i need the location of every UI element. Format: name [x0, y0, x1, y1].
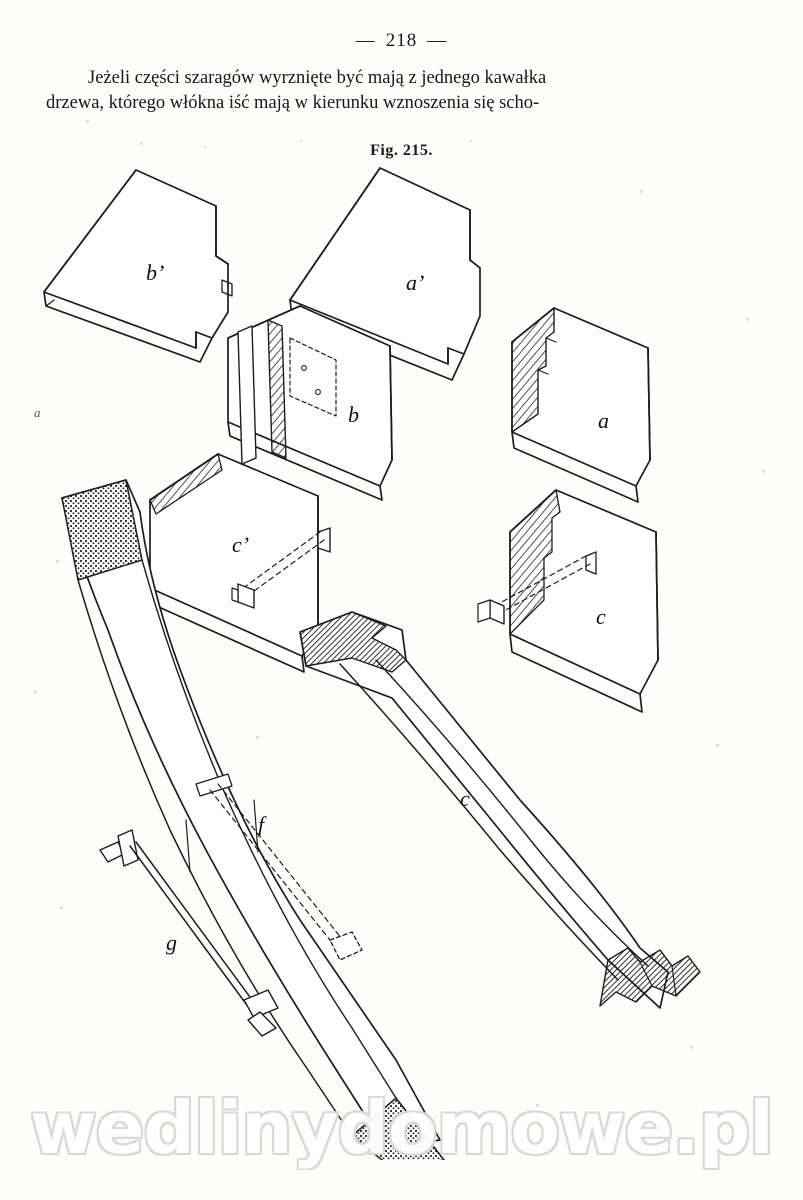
- svg-text:a: a: [598, 408, 609, 433]
- paper-speck: [204, 146, 206, 148]
- svg-text:b’: b’: [146, 260, 165, 285]
- figure-part-b-prime: [44, 170, 232, 362]
- body-paragraph: [46, 66, 758, 115]
- figure-part-a: [512, 308, 650, 502]
- paper-speck: [256, 736, 259, 739]
- page-number-dash-right: —: [427, 30, 448, 51]
- paper-speck: [300, 140, 302, 142]
- svg-text:b: b: [348, 402, 359, 427]
- figure-caption: Fig. 215.: [370, 142, 433, 159]
- svg-text:c: c: [596, 604, 606, 629]
- stray-ink-mark: a: [34, 405, 41, 420]
- page-number-value: 218: [385, 30, 418, 51]
- svg-text:a’: a’: [406, 270, 425, 295]
- paper-speck: [690, 1046, 693, 1049]
- page-number: [0, 30, 803, 52]
- paper-speck: [536, 1104, 539, 1107]
- figure-215-illustration: [0, 160, 803, 1160]
- paper-speck: [34, 690, 37, 693]
- svg-text:g: g: [166, 930, 177, 955]
- paper-speck: [470, 140, 472, 142]
- svg-text:f: f: [258, 812, 265, 837]
- paper-speck: [746, 318, 749, 321]
- paper-speck: [56, 560, 59, 563]
- svg-text:c: c: [460, 786, 470, 811]
- paragraph-line-1: Jeżeli części szaragów wyrznięte być mają z jednego kawałka: [88, 68, 547, 88]
- paragraph-line-2: drzewa, którego włókna iść mają w kierunku wznoszenia się scho-: [46, 92, 540, 113]
- page-number-dash-left: —: [355, 30, 376, 51]
- paper-speck: [140, 142, 143, 145]
- paper-speck: [716, 744, 719, 747]
- watermark: wedlinydomowe.pl: [30, 1086, 773, 1170]
- paper-speck: [762, 470, 765, 473]
- paper-speck: [640, 190, 643, 193]
- paper-speck: [86, 120, 89, 123]
- figure-part-c-small: [478, 490, 658, 712]
- paper-speck: [60, 906, 63, 909]
- svg-text:c’: c’: [232, 532, 250, 557]
